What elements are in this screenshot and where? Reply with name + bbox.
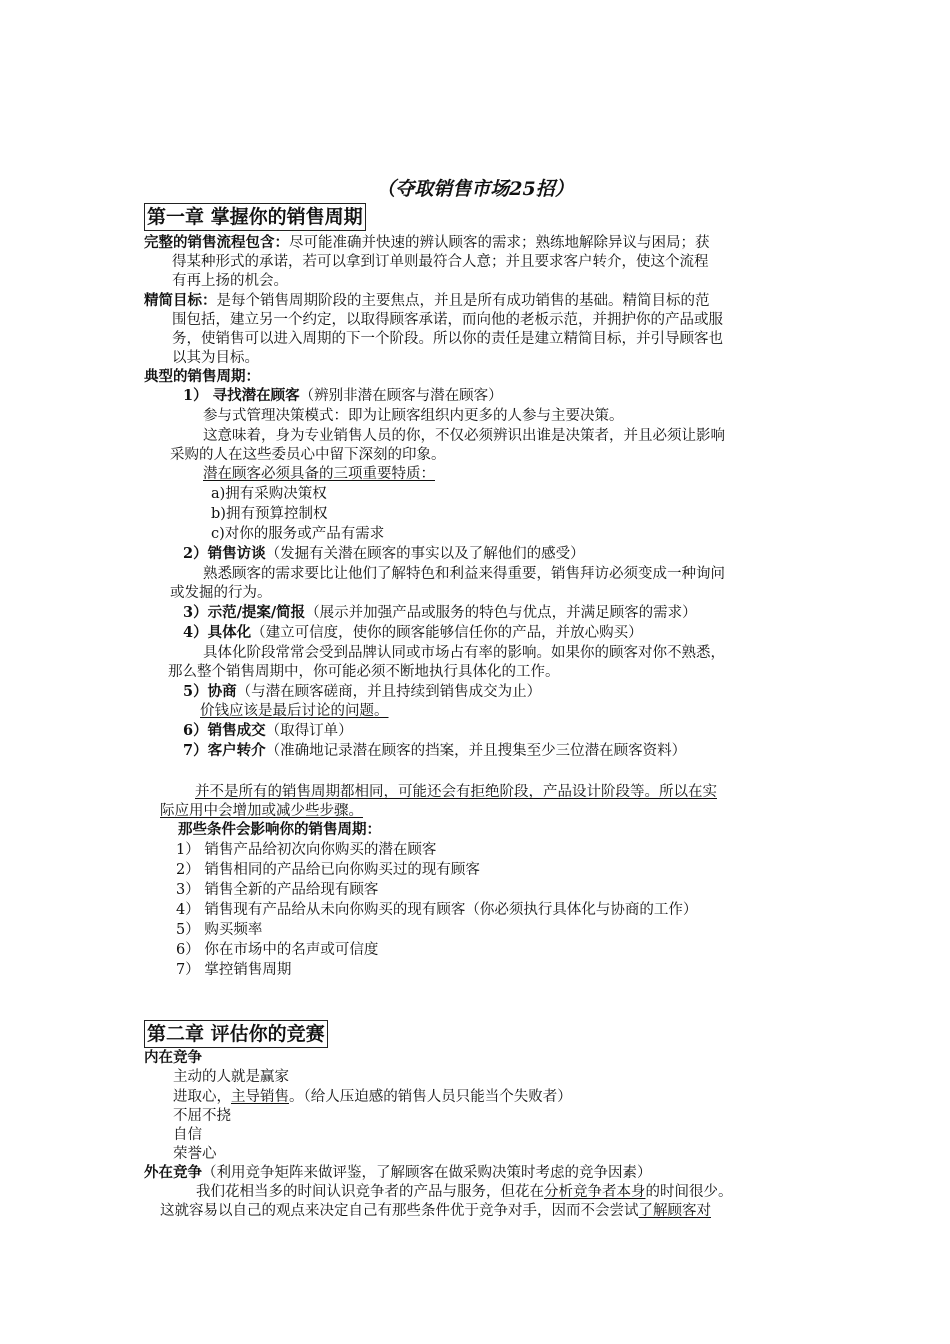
external-line1-b: 的时间很少。	[645, 1184, 733, 1200]
step1-line2: 这意味着，身为专业销售人员的你，不仅必须辨识出谁是决策者，并且必须让影响	[203, 428, 725, 444]
internal-item: 自信	[173, 1127, 202, 1143]
chapter1-heading: 第一章 掌握你的销售周期	[144, 203, 366, 231]
external-line1	[196, 1182, 733, 1202]
p2-line3: 务，使销售可以进入周期的下一个阶段。所以你的责任是建立精简目标，并引导顾客也	[172, 331, 723, 347]
factor-item: 6） 你在市场中的名声或可信度	[176, 942, 379, 958]
document-title: （夺取销售市场25招）	[376, 178, 574, 200]
external-line1-underlined: 分析竞争者本身	[544, 1184, 646, 1200]
factor-item: 1） 销售产品给初次向你购买的潜在顾客	[176, 842, 437, 858]
step1-line3: 采购的人在这些委员心中留下深刻的印象。	[170, 447, 446, 463]
internal-competition-label: 内在竞争	[144, 1049, 202, 1066]
factor-item: 4） 销售现有产品给从未向你购买的现有顾客（你必须执行具体化与协商的工作）	[176, 902, 698, 918]
factor-item: 7） 掌控销售周期	[176, 962, 292, 978]
step1	[183, 386, 503, 406]
step5-underlined: 价钱应该是最后讨论的问题。	[200, 703, 389, 719]
step6	[183, 721, 353, 741]
step4-note: （建立可信度，使你的顾客能够信任你的产品，并放心购买）	[251, 625, 643, 641]
chapter2-heading: 第二章 评估你的竞赛	[144, 1020, 328, 1048]
external-line1-a: 我们花相当多的时间认识竞争者的产品与服务，但花在	[196, 1184, 544, 1200]
step1-traits-heading: 潜在顾客必须具备的三项重要特质：	[203, 466, 435, 482]
p1-line2: 得某种形式的承诺，若可以拿到订单则最符合人意；并且要求客户转介，使这个流程	[172, 254, 709, 270]
factor-item: 5） 购买频率	[176, 922, 263, 938]
step4	[183, 623, 643, 643]
internal-item: 主动的人就是赢家	[173, 1069, 289, 1085]
p1-line1	[144, 233, 710, 253]
step6-title: 6）销售成交	[183, 722, 266, 739]
step3	[183, 603, 697, 623]
step1-trait-b: b)拥有预算控制权	[211, 506, 328, 522]
step5	[183, 682, 541, 702]
note-line1: 并不是所有的销售周期都相同，可能还会有拒绝阶段，产品设计阶段等。所以在实	[195, 784, 717, 800]
step5-note: （与潜在顾客磋商，并且持续到销售成交为止）	[236, 684, 542, 700]
external-competition	[144, 1163, 652, 1183]
external-line2-a: 这就容易以自己的观点来决定自己有那些条件优于竞争对手，因而不会尝试	[160, 1203, 639, 1219]
p1-text1: 尽可能准确并快速的辨认顾客的需求；熟练地解除异议与困局；获	[289, 235, 710, 251]
p1-line3: 有再上扬的机会。	[172, 273, 288, 289]
p2-line1	[144, 291, 710, 311]
step7	[183, 741, 686, 761]
step2-line2: 或发掘的行为。	[170, 585, 272, 601]
step4-line1: 具体化阶段常常会受到品牌认同或市场占有率的影响。如果你的顾客对你不熟悉，	[203, 645, 725, 661]
factor-item: 2） 销售相同的产品给已向你购买过的现有顾客	[176, 862, 480, 878]
step7-title: 7）客户转介	[183, 742, 266, 759]
step4-title: 4）具体化	[183, 624, 252, 641]
step2-line1: 熟悉顾客的需求要比让他们了解特色和利益来得重要，销售拜访必须变成一种询问	[203, 566, 725, 582]
p2-text1: 是每个销售周期阶段的主要焦点，并且是所有成功销售的基础。精简目标的范	[216, 293, 710, 309]
external-line2-underlined: 了解顾客对	[638, 1203, 711, 1219]
step1-trait-c: c)对你的服务或产品有需求	[211, 526, 385, 542]
p2-label: 精简目标：	[144, 292, 217, 309]
internal-item-underlined: 主导销售	[231, 1089, 289, 1105]
external-competition-note: （利用竞争矩阵来做评鉴，了解顾客在做采购决策时考虑的竞争因素）	[202, 1165, 652, 1181]
step2-title: 2）销售访谈	[183, 545, 266, 562]
internal-item-a: 进取心，	[173, 1089, 231, 1105]
step1-title: 1） 寻找潜在顾客	[183, 387, 300, 404]
external-line2	[160, 1201, 711, 1221]
internal-item	[173, 1087, 572, 1107]
internal-item: 不屈不挠	[173, 1108, 231, 1124]
step4-line2: 那么整个销售周期中，你可能必须不断地执行具体化的工作。	[168, 664, 560, 680]
p2-line4: 以其为目标。	[172, 350, 259, 366]
step1-trait-a: a)拥有采购决策权	[211, 486, 327, 502]
step5-title: 5）协商	[183, 683, 237, 700]
internal-item: 荣誉心	[173, 1146, 217, 1162]
factor-item: 3） 销售全新的产品给现有顾客	[176, 882, 379, 898]
step2	[183, 544, 585, 564]
external-competition-label: 外在竞争	[144, 1164, 202, 1181]
step7-note: （准确地记录潜在顾客的挡案，并且搜集至少三位潜在顾客资料）	[265, 743, 687, 759]
step3-note: （展示并加强产品或服务的特色与优点，并满足顾客的需求）	[305, 605, 697, 621]
step3-title: 3）示范/提案/简报	[183, 604, 306, 621]
p1-label: 完整的销售流程包含：	[144, 234, 289, 251]
factors-label: 那些条件会影响你的销售周期：	[178, 821, 381, 838]
step6-note: （取得订单）	[265, 723, 353, 739]
p2-line2: 围包括，建立另一个约定，以取得顾客承诺，而向他的老板示范，并拥护你的产品或服	[172, 312, 723, 328]
step1-note: （辨别非潜在顾客与潜在顾客）	[299, 388, 503, 404]
step1-line1: 参与式管理决策模式：即为让顾客组织内更多的人参与主要决策。	[203, 408, 624, 424]
typical-cycle-label: 典型的销售周期：	[144, 368, 260, 385]
step2-note: （发掘有关潜在顾客的事实以及了解他们的感受）	[265, 546, 585, 562]
internal-item-b: 。（给人压迫感的销售人员只能当个失败者）	[289, 1089, 572, 1105]
note-line2: 际应用中会增加或减少些步骤。	[160, 803, 363, 819]
